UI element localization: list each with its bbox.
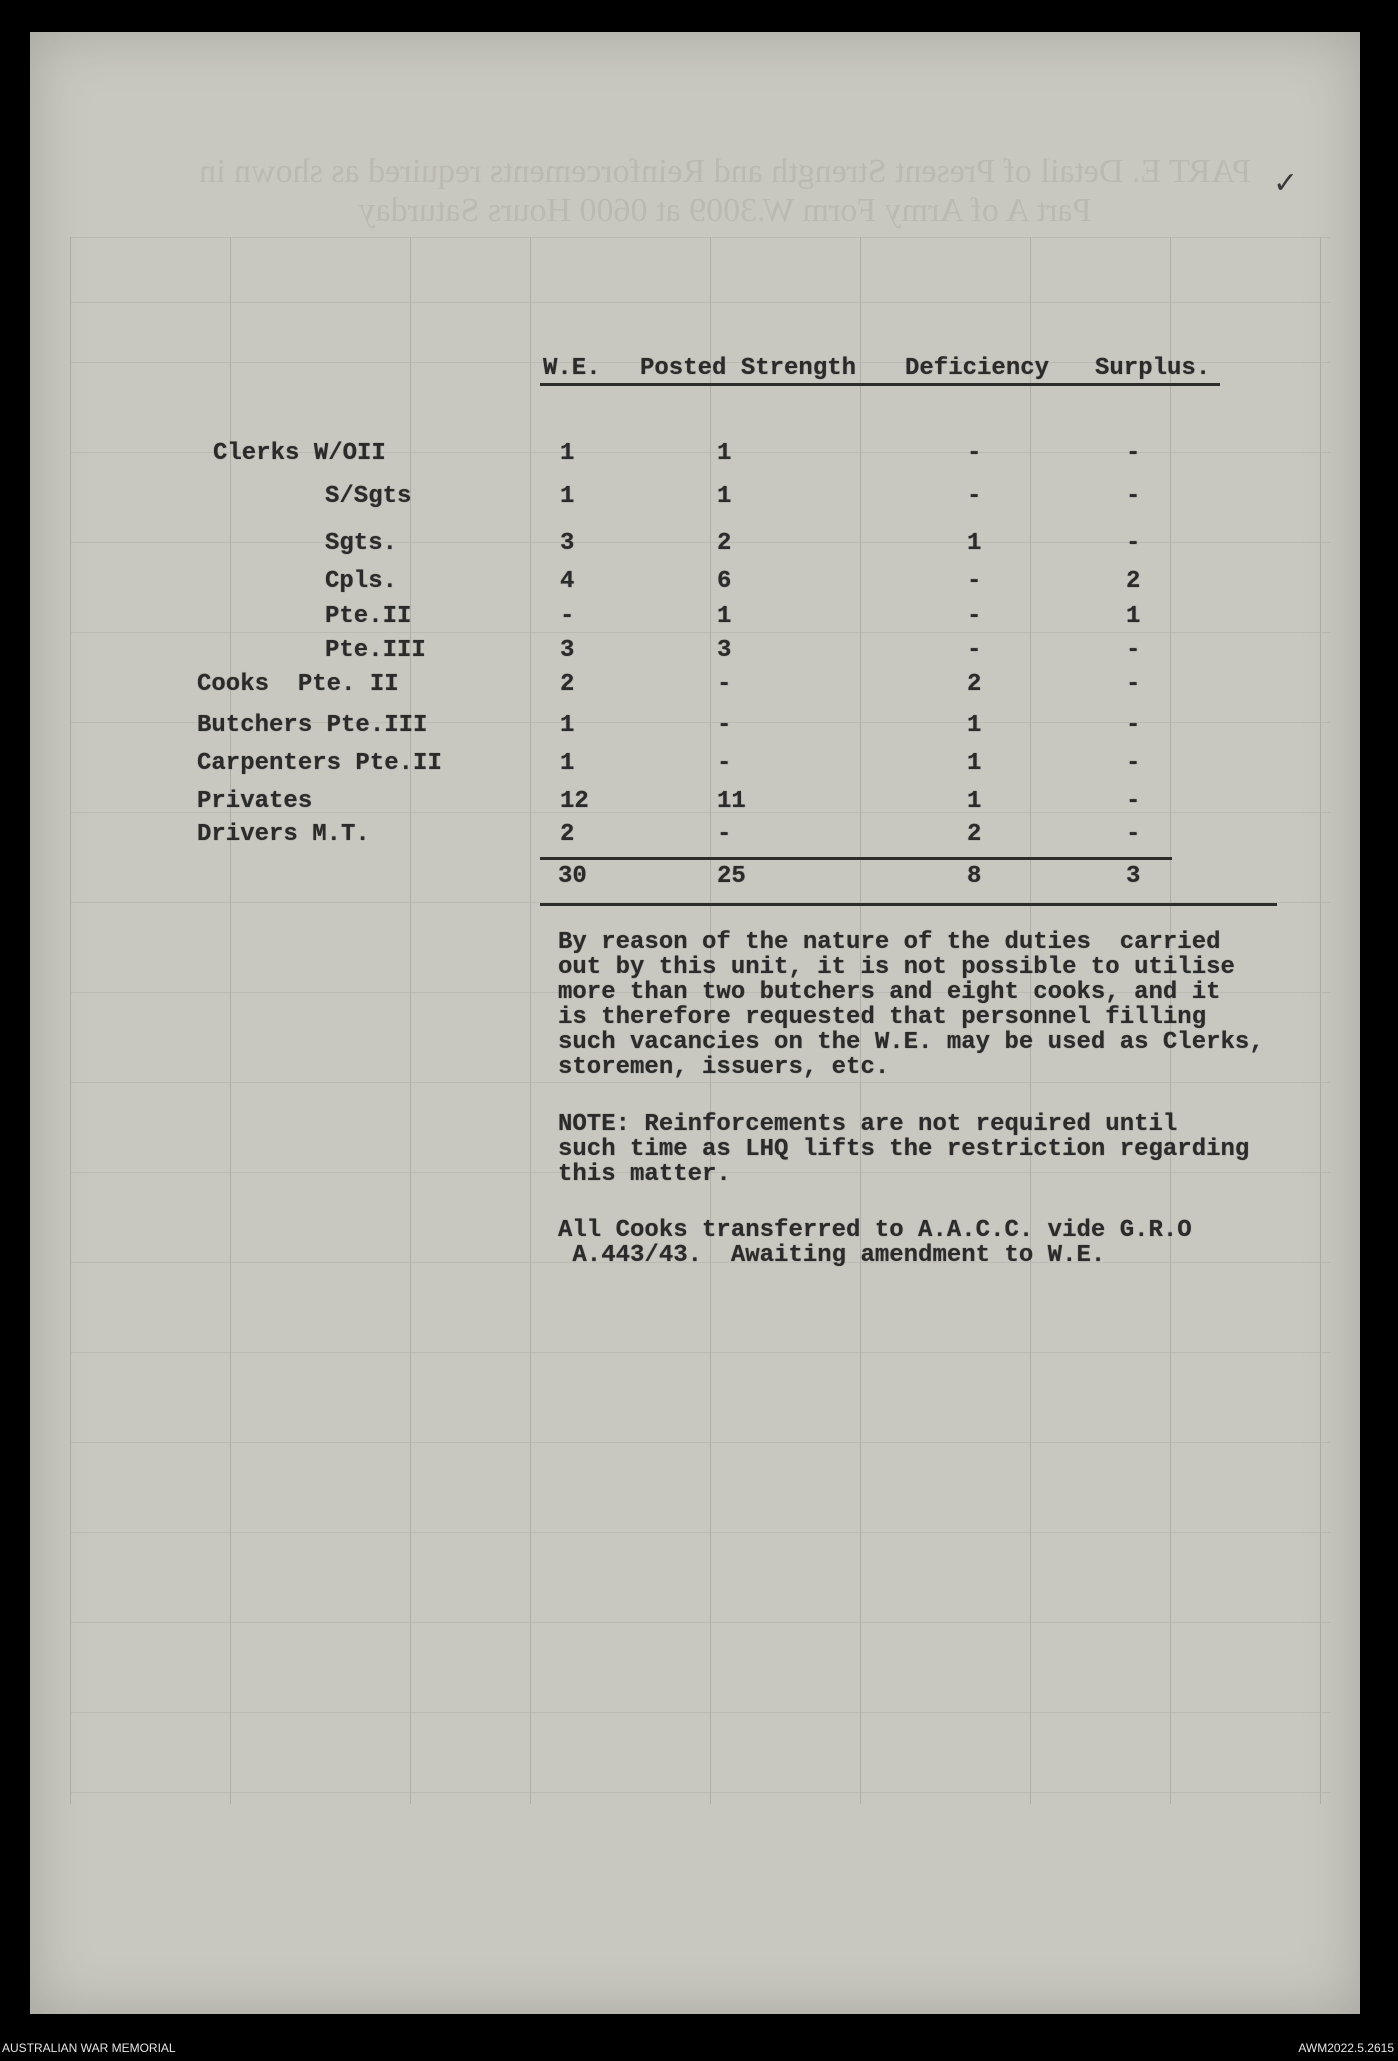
row-deficiency: - <box>967 637 982 664</box>
row-deficiency: - <box>967 603 982 630</box>
header-we: W.E. <box>543 355 601 382</box>
explanation-paragraph: By reason of the nature of the duties carried out by this unit, it is not possible to utilise more than two butchers and eight cooks, and it is therefore requested that personnel filling such vacancies on the W.E. may be used as Clerks, storemen, issuers, etc. <box>558 929 1264 1081</box>
row-surplus: - <box>1126 671 1141 698</box>
row-label: Carpenters Pte.II <box>197 750 442 777</box>
row-posted: 3 <box>717 637 732 664</box>
row-we: 2 <box>560 671 575 698</box>
row-label: Cpls. <box>325 568 398 595</box>
row-label: Sgts. <box>325 530 398 557</box>
row-we: 2 <box>560 821 575 848</box>
row-surplus: - <box>1126 821 1141 848</box>
row-surplus: - <box>1126 530 1141 557</box>
show-through-title: PART E. Detail of Present Strength and Reinforcements required as shown in Part A of Army Form W.3009 at 0600 Hours Saturday <box>199 153 1251 230</box>
row-deficiency: 2 <box>967 821 982 848</box>
row-posted: 1 <box>717 603 732 630</box>
header-surplus: Surplus. <box>1095 355 1211 382</box>
row-surplus: - <box>1126 440 1141 467</box>
archive-reference: AWM2022.5.2615 <box>1298 2041 1394 2055</box>
row-label: Pte.II <box>325 603 412 630</box>
archive-credit: AUSTRALIAN WAR MEMORIAL <box>2 2041 176 2055</box>
row-we: - <box>560 603 575 630</box>
row-surplus: - <box>1126 788 1141 815</box>
row-posted: - <box>717 750 732 777</box>
header-posted-strength: Posted Strength <box>640 355 857 382</box>
row-we: 1 <box>560 750 575 777</box>
row-deficiency: - <box>967 440 982 467</box>
totals-rule-bottom <box>540 903 1277 906</box>
row-we: 1 <box>560 440 575 467</box>
row-deficiency: - <box>967 568 982 595</box>
row-surplus: - <box>1126 712 1141 739</box>
row-label: Privates <box>197 788 313 815</box>
row-posted: 11 <box>717 788 746 815</box>
row-posted: 1 <box>717 483 732 510</box>
total-deficiency: 8 <box>967 863 982 890</box>
row-label: S/Sgts <box>325 483 412 510</box>
cooks-transfer-note: All Cooks transferred to A.A.C.C. vide G.R.O A.443/43. Awaiting amendment to W.E. <box>558 1217 1192 1269</box>
row-label: Clerks W/OII <box>213 440 386 467</box>
row-surplus: - <box>1126 637 1141 664</box>
row-posted: - <box>717 671 732 698</box>
row-label: Pte.III <box>325 637 426 664</box>
row-we: 3 <box>560 637 575 664</box>
row-we: 12 <box>560 788 589 815</box>
row-surplus: 2 <box>1126 568 1141 595</box>
row-posted: - <box>717 712 732 739</box>
row-posted: 6 <box>717 568 732 595</box>
row-posted: - <box>717 821 732 848</box>
header-underline <box>540 383 1220 386</box>
total-posted: 25 <box>717 863 746 890</box>
row-we: 1 <box>560 483 575 510</box>
row-surplus: - <box>1126 750 1141 777</box>
row-deficiency: 2 <box>967 671 982 698</box>
row-surplus: - <box>1126 483 1141 510</box>
note-paragraph: NOTE: Reinforcements are not required until such time as LHQ lifts the restriction regarding this matter. <box>558 1111 1250 1188</box>
row-posted: 1 <box>717 440 732 467</box>
row-deficiency: - <box>967 483 982 510</box>
row-we: 1 <box>560 712 575 739</box>
row-deficiency: 1 <box>967 530 982 557</box>
row-deficiency: 1 <box>967 712 982 739</box>
row-we: 3 <box>560 530 575 557</box>
pencil-tick-mark: ✓ <box>1275 166 1296 204</box>
row-we: 4 <box>560 568 575 595</box>
row-label: Cooks Pte. II <box>197 671 399 698</box>
row-label: Drivers M.T. <box>197 821 370 848</box>
row-deficiency: 1 <box>967 750 982 777</box>
total-we: 30 <box>558 863 587 890</box>
row-label: Butchers Pte.III <box>197 712 428 739</box>
total-surplus: 3 <box>1126 863 1141 890</box>
row-deficiency: 1 <box>967 788 982 815</box>
row-posted: 2 <box>717 530 732 557</box>
row-surplus: 1 <box>1126 603 1141 630</box>
totals-rule-top <box>540 857 1172 860</box>
header-deficiency: Deficiency <box>905 355 1050 382</box>
